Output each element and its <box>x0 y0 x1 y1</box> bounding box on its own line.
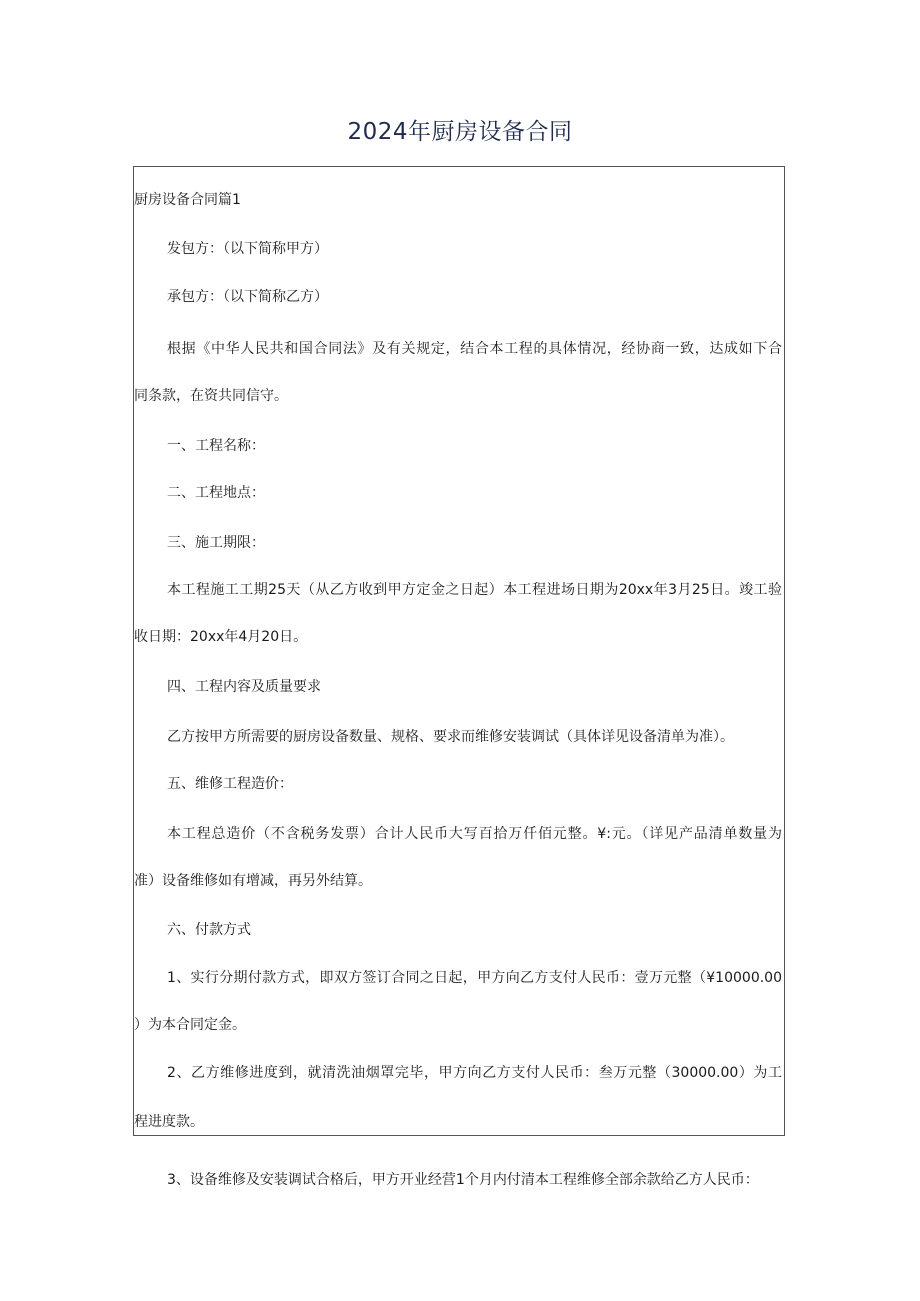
paragraph-content: 乙方按甲方所需要的厨房设备数量、规格、要求而维修安装调试（具体详见设备清单为准）。 <box>167 729 734 745</box>
paragraph-contractor: 承包方：（以下简称乙方） <box>167 289 328 305</box>
paragraph-period-line1: 本工程施工工期25天（从乙方收到甲方定金之日起）本工程进场日期为20xx年3月25日。竣工验 <box>167 582 782 598</box>
paragraph-cost-line2: 准）设备维修如有增减，再另外结算。 <box>134 873 372 889</box>
clause-construction-period: 三、施工期限： <box>167 535 265 551</box>
payment-item-2-line1: 2、乙方维修进度到，就清洗油烟罩完毕，甲方向乙方支付人民币：叁万元整（30000.00）为工 <box>167 1065 782 1081</box>
payment-item-1-line1: 1、实行分期付款方式，即双方签订合同之日起，甲方向乙方支付人民币：壹万元整（¥10000.00 <box>167 970 782 986</box>
payment-item-3-line1: 3、设备维修及安装调试合格后，甲方开业经营1个月内付清本工程维修全部余款给乙方人民币： <box>167 1172 759 1188</box>
payment-item-2-line2: 程进度款。 <box>134 1114 204 1130</box>
paragraph-basis-line2: 同条款，在资共同信守。 <box>134 388 288 404</box>
paragraph-basis-line1: 根据《中华人民共和国合同法》及有关规定，结合本工程的具体情况，经协商一致，达成如下合 <box>167 341 782 357</box>
paragraph-employer: 发包方：（以下简称甲方） <box>167 241 328 257</box>
clause-project-location: 二、工程地点： <box>167 485 265 501</box>
section-heading: 厨房设备合同篇1 <box>134 192 241 208</box>
paragraph-cost-line1: 本工程总造价（不含税务发票）合计人民币大写百拾万仟佰元整。¥:元。（详见产品清单数量为 <box>167 826 782 842</box>
clause-project-cost: 五、维修工程造价： <box>167 776 293 792</box>
payment-item-1-line2: ）为本合同定金。 <box>134 1017 246 1033</box>
clause-content-quality: 四、工程内容及质量要求 <box>167 679 321 695</box>
content-border-box <box>133 166 785 1136</box>
document-title: 2024年厨房设备合同 <box>347 119 573 145</box>
paragraph-period-line2: 收日期：20xx年4月20日。 <box>134 629 308 645</box>
clause-payment-method: 六、付款方式 <box>167 922 251 938</box>
clause-project-name: 一、工程名称： <box>167 438 265 454</box>
